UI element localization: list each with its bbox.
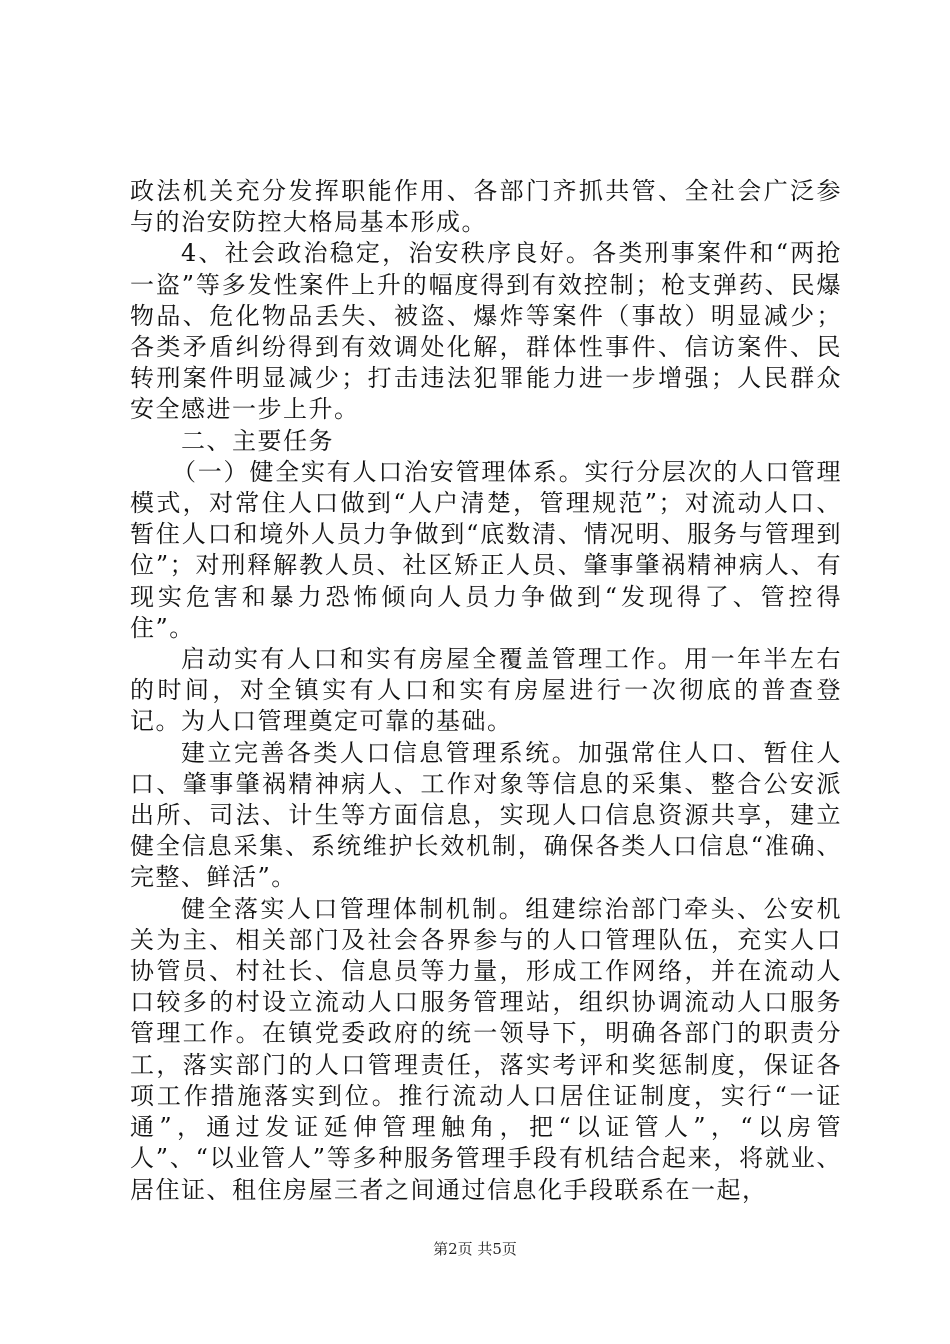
page-footer: 第2页 共5页 [433, 1240, 517, 1258]
paragraph-4: （一）健全实有人口治安管理体系。实行分层次的人口管理模式，对常住人口做到“人户清楚，管理规范”；对流动人口、暂住人口和境外人员力争做到“底数清、情况明、服务与管理到位”；对刑释解教人员、社区矫正人员、肇事肇祸精神病人、有现实危害和暴力恐怖倾向人员力争做到“发现得了、管控得住”。 [130, 457, 842, 642]
section-heading-main-tasks: 二、主要任务 [181, 426, 334, 455]
paragraph-5: 启动实有人口和实有房屋全覆盖管理工作。用一年半左右的时间，对全镇实有人口和实有房屋进行一次彻底的普查登记。为人口管理奠定可靠的基础。 [130, 645, 842, 736]
paragraph-1: 政法机关充分发挥职能作用、各部门齐抓共管、全社会广泛参与的治安防控大格局基本形成。 [130, 177, 842, 237]
paragraph-2: 4、社会政治稳定，治安秩序良好。各类刑事案件和“两抢一盗”等多发性案件上升的幅度得到有效控制；枪支弹药、民爆物品、危化物品丢失、被盗、爆炸等案件（事故）明显减少；各类矛盾纠纷得到有效调处化解，群体性事件、信访案件、民转刑案件明显减少；打击违法犯罪能力进一步增强；人民群众安全感进一步上升。 [130, 239, 842, 424]
document-body [130, 176, 842, 1206]
paragraph-6: 建立完善各类人口信息管理系统。加强常住人口、暂住人口、肇事肇祸精神病人、工作对象等信息的采集、整合公安派出所、司法、计生等方面信息，实现人口信息资源共享，建立健全信息采集、系统维护长效机制，确保各类人口信息“准确、完整、鲜活”。 [130, 738, 842, 892]
paragraph-7: 健全落实人口管理体制机制。组建综治部门牵头、公安机关为主、相关部门及社会各界参与的人口管理队伍，充实人口协管员、村社长、信息员等力量，形成工作网络，并在流动人口较多的村设立流动人口服务管理站，组织协调流动人口服务管理工作。在镇党委政府的统一领导下，明确各部门的职责分工，落实部门的人口管理责任，落实考评和奖惩制度，保证各项工作措施落实到位。推行流动人口居住证制度，实行“一证通”，通过发证延伸管理触角，把“以证管人”，“以房管人”、“以业管人”等多种服务管理手段有机结合起来，将就业、居住证、租住房屋三者之间通过信息化手段联系在一起， [130, 894, 842, 1204]
